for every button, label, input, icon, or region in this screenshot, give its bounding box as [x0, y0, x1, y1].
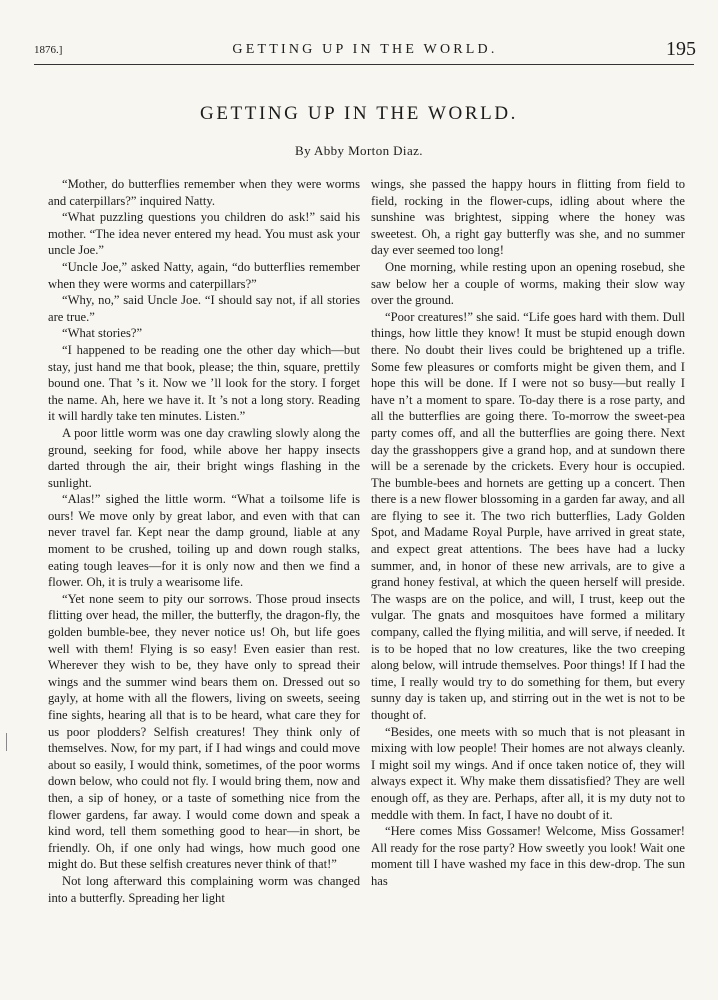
byline: By Abby Morton Diaz. — [295, 143, 423, 158]
paragraph: “Why, no,” said Uncle Joe. “I should say not, if all stories are true.” — [48, 293, 360, 324]
header-rule — [34, 64, 694, 65]
paragraph: “What puzzling questions you children do ask!” said his mother. “The idea never entered my head. You must ask your uncle Joe.” — [48, 210, 360, 258]
paragraph: “Besides, one meets with so much that is not pleasant in mixing with low people! Their homes are not always cleanly. I might soil my wings. And if once taken notice of, they will always expect it. Why make them dissatisfied? They are well enough off, as they are. Perhaps, after all, it is my duty not to meddle with them. In fact, I have no doubt of it. — [371, 724, 685, 822]
running-head-year: 1876.] — [34, 44, 63, 56]
paragraph: “I happened to be reading one the other day which—but stay, just hand me that book, please; the thin, square, prettily bound one. That ’s it. Now we ’ll look for the story. I forget the name. Ah, here we have it. It ’s not a long story. Reading it will hardly take ten minutes. Listen.” — [48, 342, 360, 424]
page-number: 195 — [666, 38, 696, 60]
margin-mark — [6, 733, 7, 751]
paragraph: wings, she passed the happy hours in flitting from field to field, rocking in the flower-cups, idling about where the sunshine was brightest, sipping where the honey was sweetest. Oh, a right gay butterfly was she, and no summer day ever seemed too long! — [371, 177, 685, 258]
paragraph: “Mother, do butterflies remember when they were worms and caterpillars?” inquired Natty. — [48, 177, 360, 208]
running-head-title: GETTING UP IN THE WORLD. — [232, 42, 498, 57]
paragraph: “Alas!” sighed the little worm. “What a toilsome life is ours! We move only by great labor, and even with that can never travel far. Kept near the damp ground, liable at any moment to be crushed, toiling up and down rough stalks, eating tough leaves—for it is only now and then we find a flower. Oh, it is truly a wearisome life. — [48, 492, 360, 590]
paragraph: A poor little worm was one day crawling slowly along the ground, seeking for food, while above her happy insects darted through the air, their bright wings flashing in the sunlight. — [48, 425, 360, 490]
paragraph: One morning, while resting upon an opening rosebud, she saw below her a couple of worms, making their slow way over the ground. — [371, 259, 685, 308]
right-column — [371, 176, 685, 890]
paragraph: “Here comes Miss Gossamer! Welcome, Miss Gossamer! All ready for the rose party? How sweetly you look! Wait one moment till I have washed my face in this dew-drop. The sun has — [371, 824, 685, 888]
paragraph: “Poor creatures!” she said. “Life goes hard with them. Dull things, how little they know! It must be stupid enough down there. No doubt their lives could be brightened up a trifle. Some few pleasures or comforts might be given them, and I hope this will be done. If I were not so busy—but really I have n’t a moment to spare. To-day there is a rose party, and all the butterflies are going there. To-morrow the sweet-pea party comes off, and all the butterflies are going there. Next day the grasshoppers give a grand hop, and at sundown there will be a serenade by the crickets. Every hour is occupied. The bumble-bees and hornets are getting up a concert. Then there is a new flower blossoming in a garden far away, and all are flying to see it. The two rich butterflies, Lady Golden Spot, and Madame Royal Purple, have arrived in great state, and expect great attentions. The bees have had a lucky summer, and, in honor of these new arrivals, are to give a grand honey festival, at which the queen herself will preside. The wasps are on the police, and will, I trust, keep out the vulgar. The gnats and mosquitoes have formed a military company, called the flying militia, and will serve, if needed. It is to be hoped that no low creatures, like the two creeping along below, will intrude themselves. Poor things! If I had the time, I really would try to do something for them, but every sunny day is taken up, and stirring out in the wet is not to be thought of. — [371, 309, 685, 722]
paragraph: Not long afterward this complaining worm was changed into a butterfly. Spreading her light — [48, 873, 360, 905]
article-title: GETTING UP IN THE WORLD. — [200, 103, 518, 124]
running-head — [34, 38, 696, 62]
paragraph: “What stories?” — [62, 326, 143, 341]
left-column — [48, 176, 360, 906]
paragraph: “Uncle Joe,” asked Natty, again, “do butterflies remember when they were worms and caterpillars?” — [48, 259, 360, 291]
paragraph: “Yet none seem to pity our sorrows. Those proud insects flitting over head, the miller, the butterfly, the dragon-fly, the golden bumble-bee, they never notice us! Oh, but life goes well with them! Flying is so easy! Even easier than rest. Wherever they wish to be, they have only to spread their wings and the summer wind bears them on. Dressed out so gayly, at home with all the flowers, living on sweets, seeing fine sights, hearing all that is to be heard, what care they for us poor plodders? Selfish creatures! They think only of themselves. Now, for my part, if I had wings and could move about so easily, I would think, sometimes, of the poor worms down below, who could not fly. I would bring them, now and then, a sip of honey, or a taste of something nice from the flower gardens, far away. I would come down and speak a kind word, tell them something good to hear—in short, be friendly. Oh, if one only had wings, how much good one might do. But these selfish creatures never think of that!” — [48, 591, 360, 872]
